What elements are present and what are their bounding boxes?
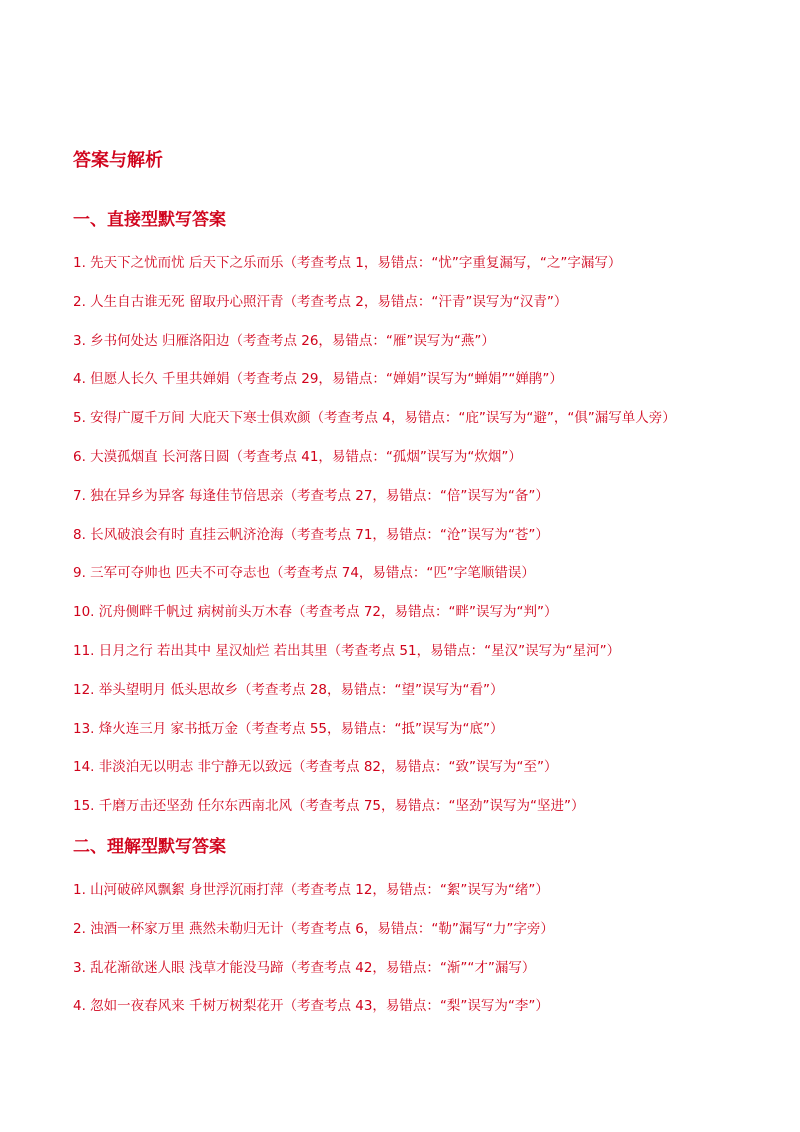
- list-item: 3. 乱花渐欲迷人眼 浅草才能没马蹄（考查考点 42，易错点：“渐”“才”漏写）: [73, 959, 536, 976]
- section-heading-understanding: 二、理解型默写答案: [73, 837, 226, 857]
- list-item: 15. 千磨万击还坚劲 任尔东西南北风（考查考点 75，易错点：“坚劲”误写为“坚进”）: [73, 798, 585, 815]
- list-item: 2. 浊酒一杯家万里 燕然未勒归无计（考查考点 6，易错点：“勒”漏写“力”字旁）: [73, 920, 554, 937]
- list-item: 11. 日月之行 若出其中 星汉灿烂 若出其里（考查考点 51，易错点：“星汉”误写为“星河”）: [73, 642, 621, 659]
- list-item: 8. 长风破浪会有时 直挂云帆济沧海（考查考点 71，易错点：“沧”误写为“苍”）: [73, 526, 549, 543]
- section-heading-direct: 一、直接型默写答案: [73, 210, 226, 230]
- list-item: 13. 烽火连三月 家书抵万金（考查考点 55，易错点：“抵”误写为“底”）: [73, 720, 504, 737]
- list-item: 3. 乡书何处达 归雁洛阳边（考查考点 26，易错点：“雁”误写为“燕”）: [73, 332, 495, 349]
- list-item: 10. 沉舟侧畔千帆过 病树前头万木春（考查考点 72，易错点：“畔”误写为“判”）: [73, 604, 558, 621]
- list-item: 14. 非淡泊无以明志 非宁静无以致远（考查考点 82，易错点：“致”误写为“至”）: [73, 759, 558, 776]
- list-item: 9. 三军可夺帅也 匹夫不可夺志也（考查考点 74，易错点：“匹”字笔顺错误）: [73, 565, 535, 582]
- page-title: 答案与解析: [73, 150, 163, 171]
- answer-list-direct: [73, 250, 676, 832]
- list-item: 6. 大漠孤烟直 长河落日圆（考查考点 41，易错点：“孤烟”误写为“炊烟”）: [73, 448, 522, 465]
- list-item: 7. 独在异乡为异客 每逢佳节倍思亲（考查考点 27，易错点：“倍”误写为“备”）: [73, 487, 549, 504]
- answer-list-understanding: [73, 877, 554, 1032]
- list-item: 1. 山河破碎风飘絮 身世浮沉雨打萍（考查考点 12，易错点：“絮”误写为“绪”）: [73, 882, 549, 898]
- list-item: 5. 安得广厦千万间 大庇天下寒士俱欢颜（考查考点 4，易错点：“庇”误写为“避”，“俱”漏写单人旁）: [73, 410, 676, 427]
- list-item: 2. 人生自古谁无死 留取丹心照汗青（考查考点 2，易错点：“汗青”误写为“汉青”）: [73, 293, 568, 310]
- list-item: 4. 忽如一夜春风来 千树万树梨花开（考查考点 43，易错点：“梨”误写为“李”）: [73, 998, 549, 1015]
- list-item: 4. 但愿人长久 千里共婵娟（考查考点 29，易错点：“婵娟”误写为“蝉娟”“婵鹃”）: [73, 371, 563, 388]
- list-item: 12. 举头望明月 低头思故乡（考查考点 28，易错点：“望”误写为“看”）: [73, 681, 504, 698]
- list-item: 1. 先天下之忧而忧 后天下之乐而乐（考查考点 1，易错点：“忧”字重复漏写，“之”字漏写）: [73, 255, 622, 271]
